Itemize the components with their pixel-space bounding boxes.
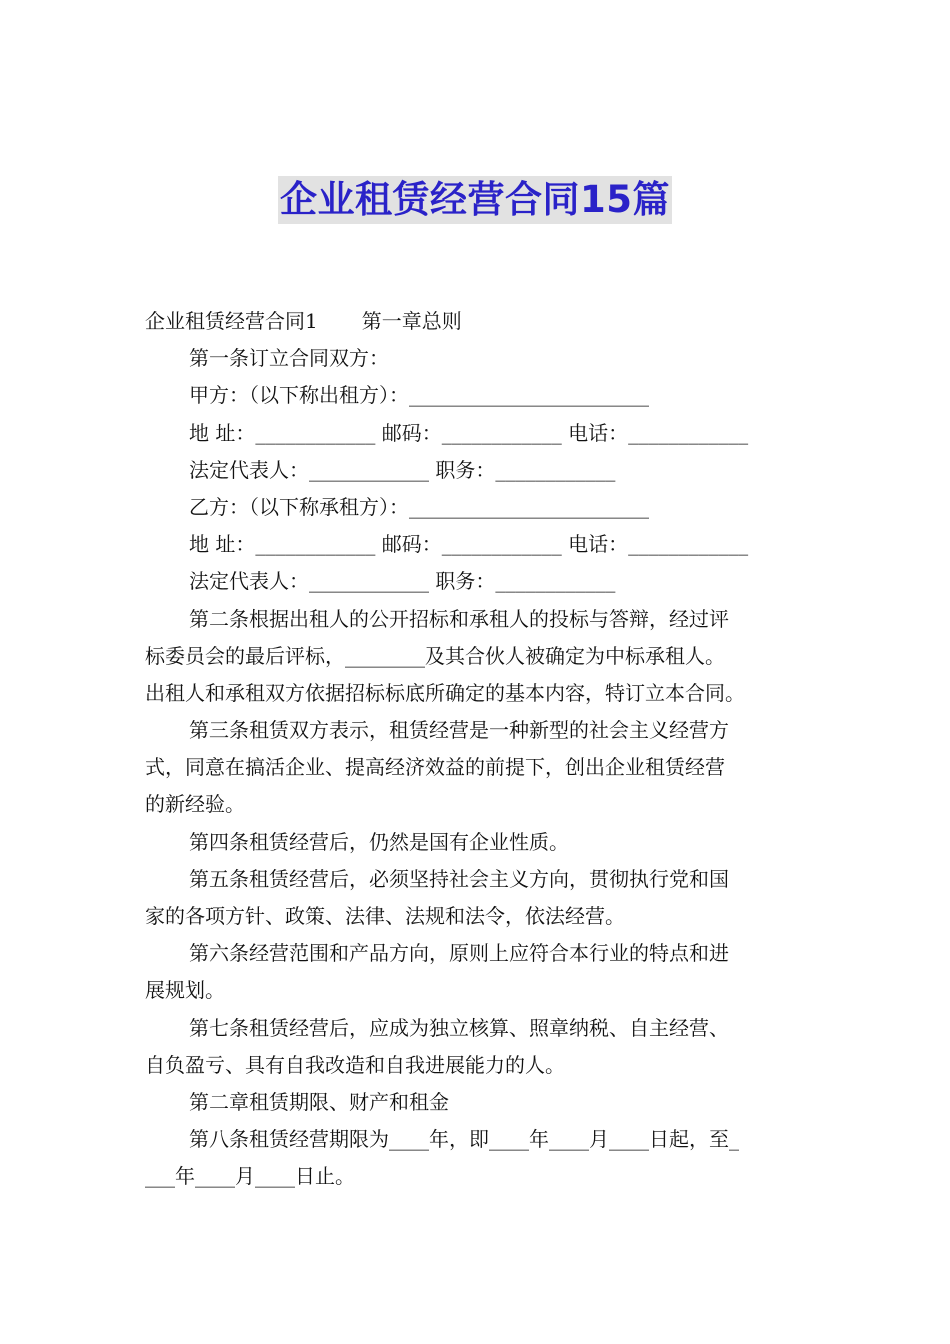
article-8-line-2: ___年____月____日止。 [145,1164,355,1189]
contract-heading [145,303,809,340]
article-3-line-3: 的新经验。 [145,792,245,817]
article-7-line-2: 自负盈亏、具有自我改造和自我进展能力的人。 [145,1052,565,1077]
party-b-address-line: 地 址：____________ 邮码：____________ 电话：____________ [189,532,749,557]
article-6-line-2: 展规划。 [145,978,225,1003]
article-6-line-1: 第六条经营范围和产品方向，原则上应符合本行业的特点和进 [189,941,729,966]
article-3-line-1: 第三条租赁双方表示，租赁经营是一种新型的社会主义经营方 [189,718,729,743]
contract-heading-title: 企业租赁经营合同1 [145,309,318,333]
party-b-line: 乙方：（以下称承租方）：________________________ [189,494,649,519]
article-5-line-1: 第五条租赁经营后，必须坚持社会主义方向，贯彻执行党和国 [189,866,729,891]
chapter-1-heading: 第一章总则 [361,309,462,333]
article-5-line-2: 家的各项方针、政策、法律、法规和法令，依法经营。 [145,904,625,928]
party-a-address-line: 地 址：____________ 邮码：____________ 电话：____________ [189,420,749,445]
title-container [0,176,950,224]
article-2-line-2: 标委员会的最后评标，________及其合伙人被确定为中标承租人。 [145,643,725,668]
article-4-line-1: 第四条租赁经营后，仍然是国有企业性质。 [189,829,569,854]
party-a-line: 甲方：（以下称出租方）：________________________ [189,383,649,408]
article-2-line-1: 第二条根据出租人的公开招标和承租人的投标与答辩，经过评 [189,606,729,631]
party-b-representative-line: 法定代表人：____________ 职务：____________ [189,569,616,594]
document-title: 企业租赁经营合同15篇 [278,176,672,224]
chapter-2-heading: 第二章租赁期限、财产和租金 [189,1089,449,1114]
party-a-representative-line: 法定代表人：____________ 职务：____________ [189,457,616,482]
document-body [145,303,809,1196]
article-3-line-2: 式，同意在搞活企业、提高经济效益的前提下，创出企业租赁经营 [145,755,725,780]
article-8-line-1: 第八条租赁经营期限为____年，即____年____月____日起，至_ [189,1127,739,1152]
article-2-line-3: 出租人和承租双方依据招标标底所确定的基本内容，特订立本合同。 [145,680,745,705]
article-1: 第一条订立合同双方： [189,346,389,371]
article-7-line-1: 第七条租赁经营后，应成为独立核算、照章纳税、自主经营、 [189,1015,729,1040]
